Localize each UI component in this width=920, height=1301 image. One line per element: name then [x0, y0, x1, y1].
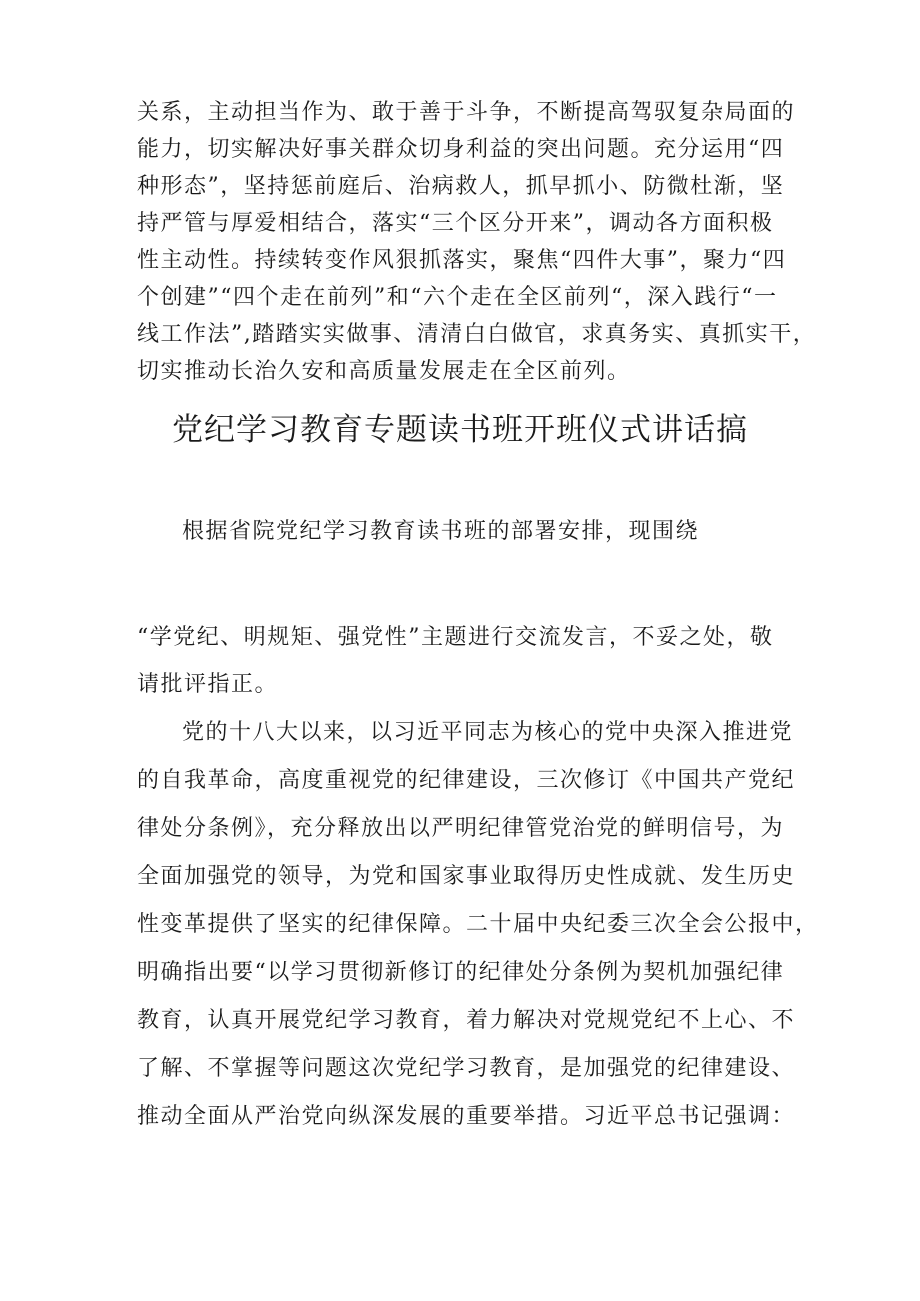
text-line: 切实推动长治久安和高质量发展走在全区前列。 — [137, 359, 631, 384]
intro-line: 根据省院党纪学习教育读书班的部署安排，现围绕 — [182, 519, 700, 544]
text-line: 推动全面从严治党向纵深发展的重要举措。习近平总书记强调： — [137, 1104, 796, 1129]
document-title: 党纪学习教育专题读书班开班仪式讲话搞 — [172, 412, 748, 448]
text-line: 持严管与厚爱相结合，落实“三个区分开来”，调动各方面积极 — [137, 211, 774, 236]
text-line: 教育，认真开展党纪学习教育，着力解决对党规党纪不上心、不 — [137, 1008, 796, 1033]
text-line: 能力，切实解决好事关群众切身利益的突出问题。充分运用“四 — [137, 137, 785, 162]
text-line: 党的十八大以来，以习近平同志为核心的党中央深入推进党 — [182, 720, 794, 745]
text-line: 明确指出要“以学习贯彻新修订的纪律处分条例为契机加强纪律 — [137, 960, 785, 985]
text-line: 性变革提供了坚实的纪律保障。二十届中央纪委三次全会公报中， — [137, 912, 819, 937]
text-line: 关系，主动担当作为、敢于善于斗争，不断提高驾驭复杂局面的 — [137, 100, 796, 125]
text-line: 种形态”，坚持惩前庭后、治病救人，抓早抓小、防微杜渐，坚 — [137, 174, 785, 199]
text-line: 请批评指正。 — [137, 672, 279, 697]
text-line: 个创建”“四个走在前列”和“六个走在全区前列“，深入践行“一 — [137, 285, 778, 310]
text-line: “学党纪、明规矩、强党性”主题进行交流发言，不妥之处，敬 — [137, 625, 774, 650]
text-line: 的自我革命，高度重视党的纪律建设，三次修订《中国共产党纪 — [137, 768, 796, 793]
text-line: 律处分条例》，充分释放出以严明纪律管党治党的鲜明信号，为 — [137, 816, 785, 841]
text-line: 了解、不掌握等问题这次党纪学习教育，是加强党的纪律建设、 — [137, 1056, 796, 1081]
text-line: 全面加强党的领导，为党和国家事业取得历史性成就、发生历史 — [137, 864, 796, 889]
text-line: 性主动性。持续转变作风狠抓落实，聚焦“四件大事”，聚力“四 — [137, 248, 787, 273]
text-line: 线工作法”,踏踏实实做事、清清白白做官，求真务实、真抓实干， — [137, 322, 817, 347]
